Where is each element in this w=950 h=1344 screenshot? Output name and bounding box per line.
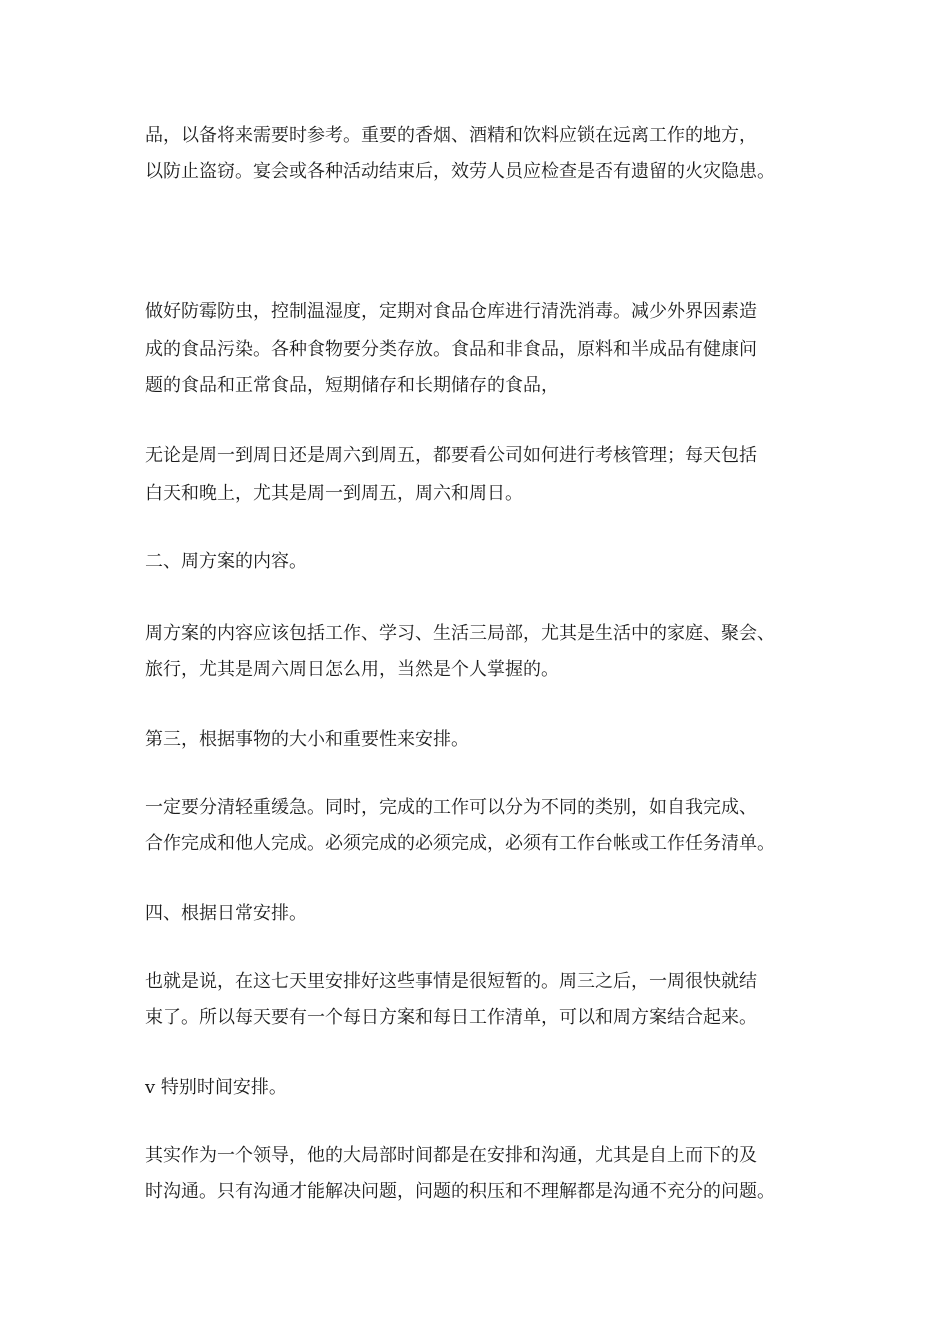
- text-line: 合作完成和他人完成。必须完成的必须完成，必须有工作台帐或工作任务清单。: [145, 833, 775, 854]
- text-line: 成的食品污染。各种食物要分类存放。食品和非食品，原料和半成品有健康问: [145, 339, 757, 360]
- section-heading: v 特别时间安排。: [145, 1077, 287, 1098]
- text-line: 无论是周一到周日还是周六到周五，都要看公司如何进行考核管理；每天包括: [145, 445, 757, 466]
- section-heading: 二、周方案的内容。: [145, 551, 307, 572]
- text-line: 一定要分清轻重缓急。同时，完成的工作可以分为不同的类别，如自我完成、: [145, 797, 757, 818]
- text-line: 也就是说，在这七天里安排好这些事情是很短暂的。周三之后，一周很快就结: [145, 971, 757, 992]
- text-line: 白天和晚上，尤其是周一到周五，周六和周日。: [145, 483, 523, 504]
- section-heading: 四、根据日常安排。: [145, 903, 307, 924]
- section-heading: 第三，根据事物的大小和重要性来安排。: [145, 729, 469, 750]
- text-line: 其实作为一个领导，他的大局部时间都是在安排和沟通，尤其是自上而下的及: [145, 1145, 757, 1166]
- text-line: 束了。所以每天要有一个每日方案和每日工作清单，可以和周方案结合起来。: [145, 1007, 757, 1028]
- text-line: 时沟通。只有沟通才能解决问题，问题的积压和不理解都是沟通不充分的问题。: [145, 1181, 775, 1202]
- text-line: 以防止盗窃。宴会或各种活动结束后，效劳人员应检查是否有遗留的火灾隐患。: [145, 161, 775, 182]
- text-line: 品，以备将来需要时参考。重要的香烟、酒精和饮料应锁在远离工作的地方，: [145, 125, 757, 146]
- text-line: 题的食品和正常食品，短期储存和长期储存的食品，: [145, 375, 559, 396]
- text-line: 周方案的内容应该包括工作、学习、生活三局部，尤其是生活中的家庭、聚会、: [145, 623, 775, 644]
- text-line: 旅行，尤其是周六周日怎么用，当然是个人掌握的。: [145, 659, 559, 680]
- text-line: 做好防霉防虫，控制温湿度，定期对食品仓库进行清洗消毒。减少外界因素造: [145, 301, 757, 322]
